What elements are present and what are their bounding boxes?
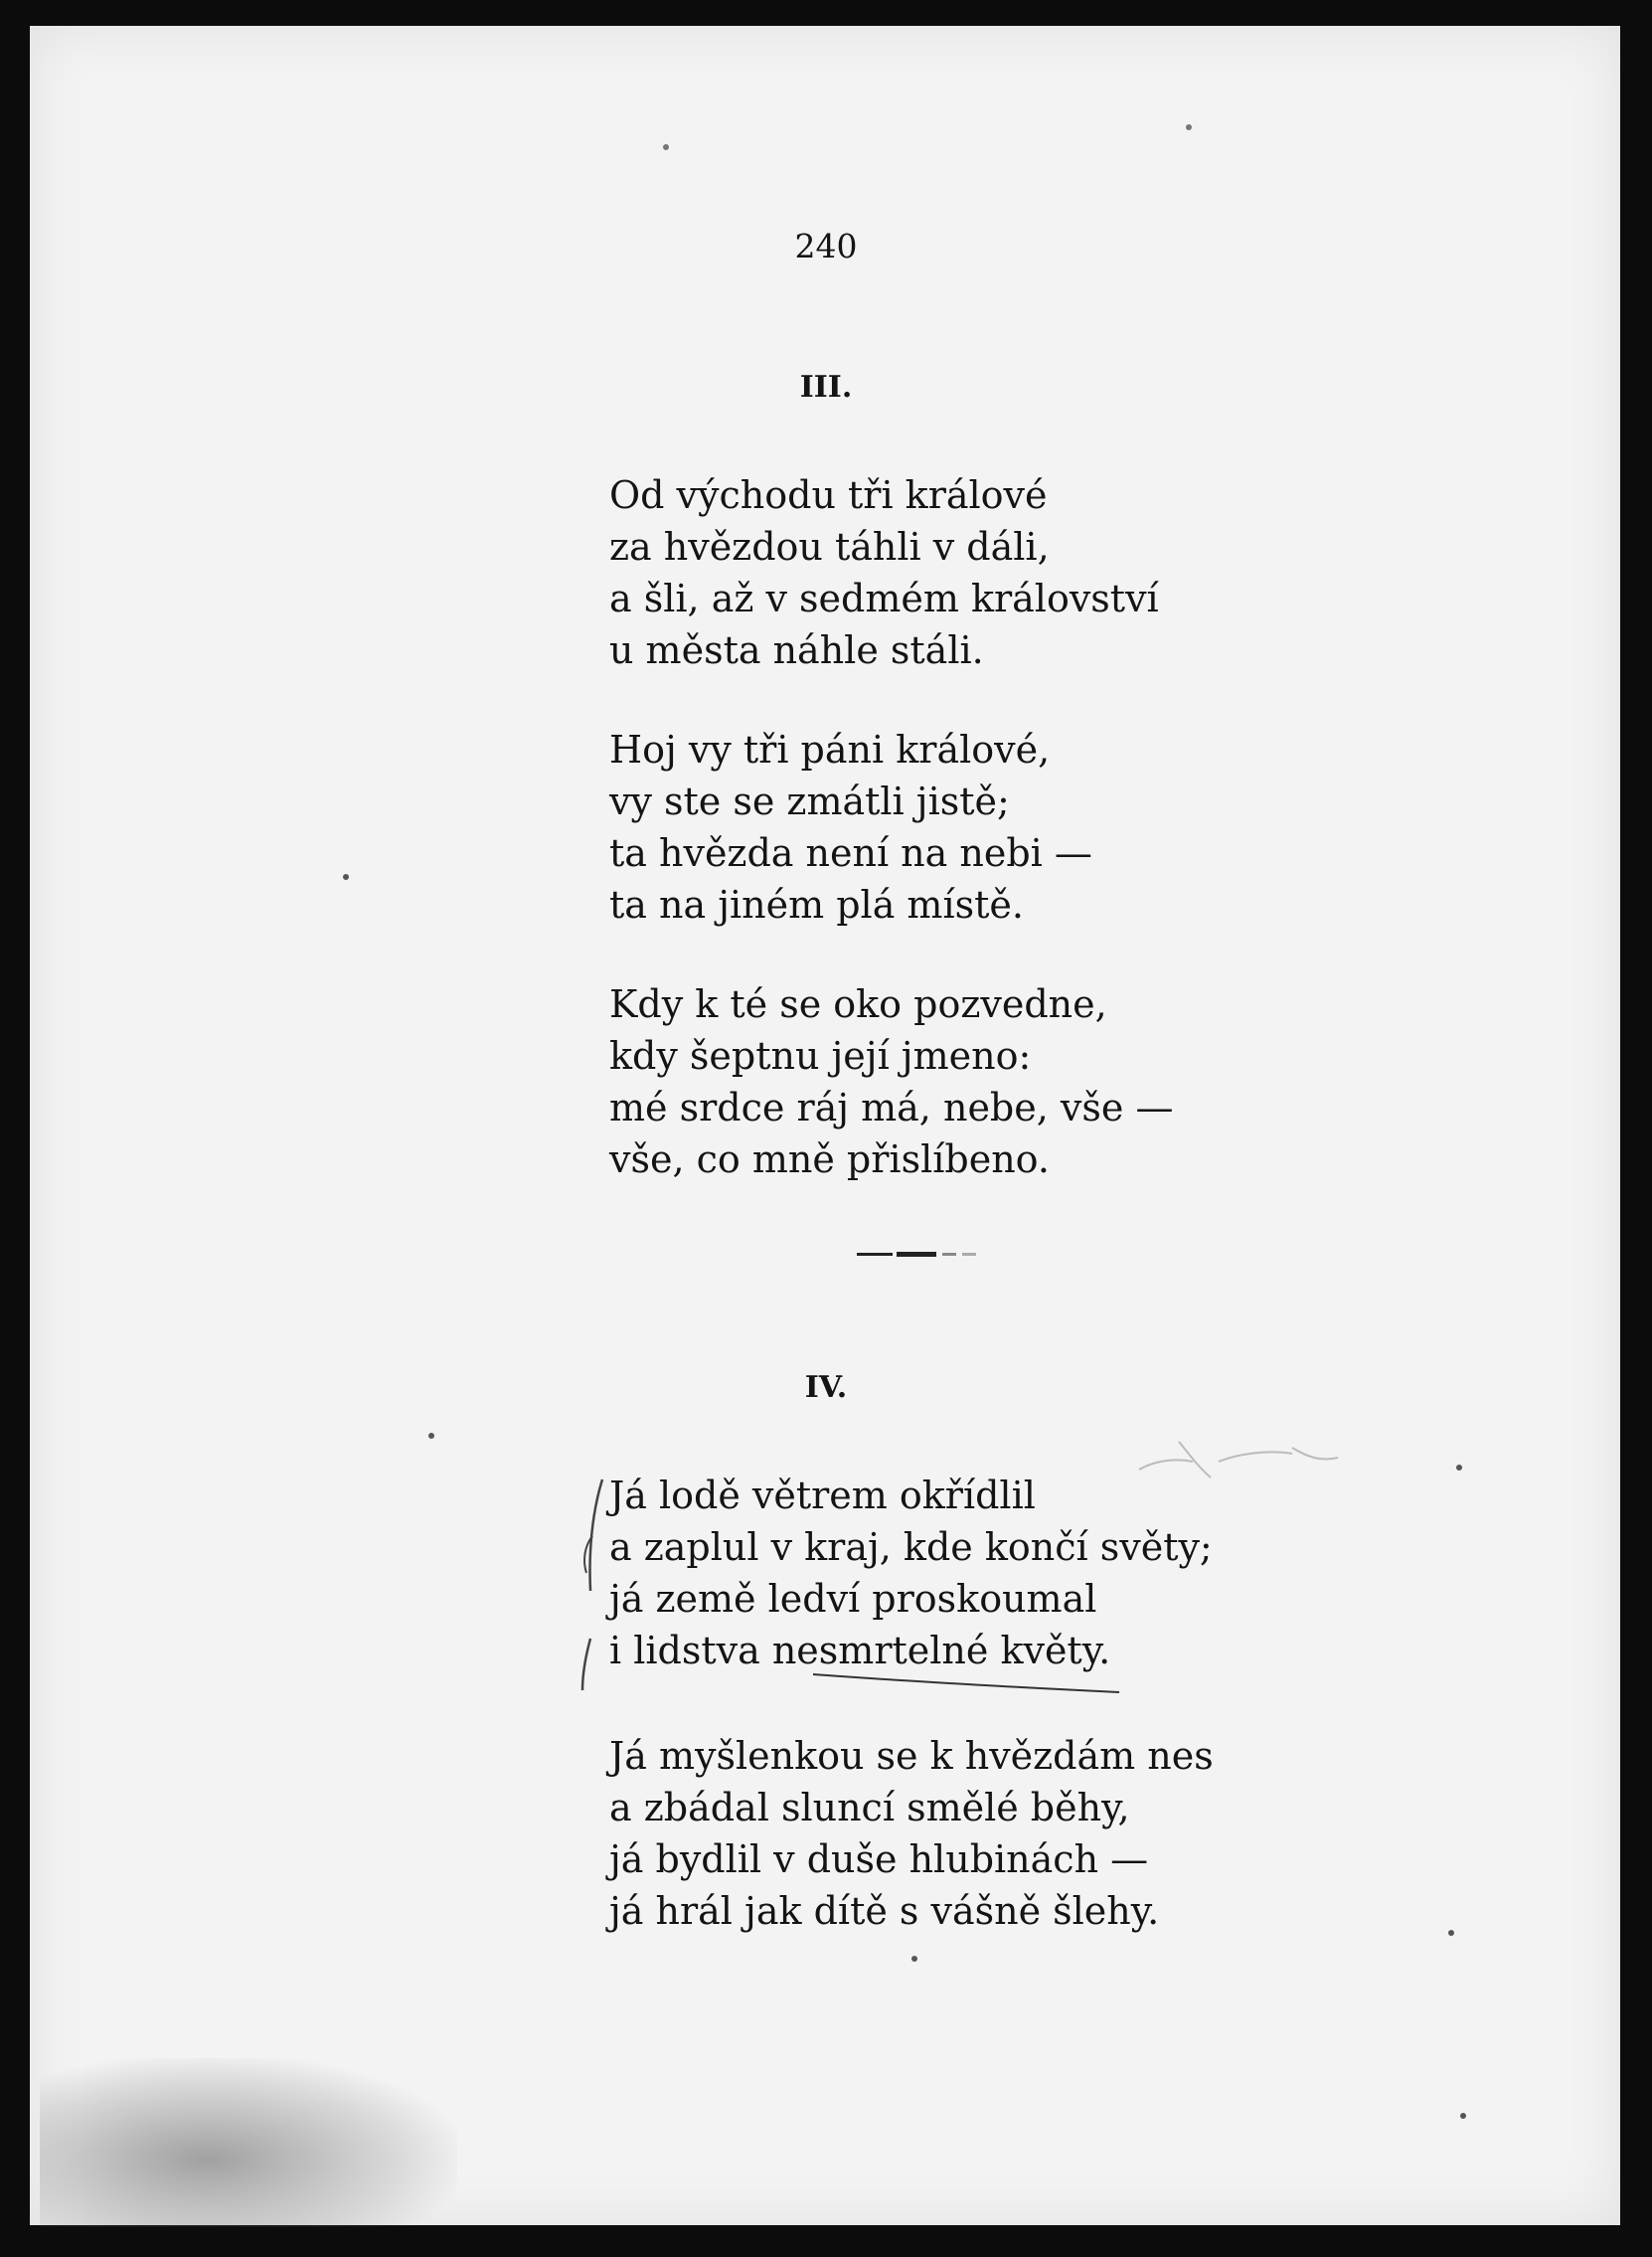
verse-line: Já lodě větrem okřídlil xyxy=(609,1474,1036,1517)
stanza-3 xyxy=(609,978,1173,1185)
verse-line: já hrál jak dítě s vášně šlehy. xyxy=(609,1889,1160,1933)
verse-line: kdy šeptnu její jmeno: xyxy=(609,1034,1032,1078)
stanza-2 xyxy=(609,1730,1214,1937)
verse-line: ta na jiném plá místě. xyxy=(609,883,1024,927)
section-heading-iii: III. xyxy=(799,370,853,405)
verse-line: u města náhle stáli. xyxy=(609,628,984,672)
page-number: 240 xyxy=(794,227,858,265)
verse-line: Já myšlenkou se k hvězdám nes xyxy=(609,1734,1214,1778)
stanza-1 xyxy=(609,1470,1213,1676)
stanza-1 xyxy=(609,469,1159,676)
verse-line: Od východu tři králové xyxy=(609,473,1048,517)
ink-smudge xyxy=(40,2058,457,2227)
verse-line: Kdy k té se oko pozvedne, xyxy=(609,982,1107,1026)
verse-line: vy ste se zmátli jistě; xyxy=(609,780,1010,823)
verse-line: ta hvězda není na nebi — xyxy=(609,831,1092,875)
verse-line: a zaplul v kraj, kde končí světy; xyxy=(609,1525,1213,1569)
verse-line: a zbádal sluncí smělé běhy, xyxy=(609,1786,1130,1829)
verse-line: mé srdce ráj má, nebe, vše — xyxy=(609,1086,1174,1129)
verse-line: za hvězdou táhli v dáli, xyxy=(609,525,1050,569)
stanza-2 xyxy=(609,724,1092,931)
verse-line: a šli, až v sedmém království xyxy=(609,577,1159,620)
verse-line: vše, co mně přislíbeno. xyxy=(609,1137,1050,1181)
verse-line: já bydlil v duše hlubinách — xyxy=(609,1837,1149,1881)
verse-line: já země ledví proskoumal xyxy=(609,1577,1097,1621)
verse-line: Hoj vy tři páni králové, xyxy=(609,728,1051,772)
section-heading-iv: IV. xyxy=(804,1370,848,1405)
verse-line: i lidstva nesmrtelné květy. xyxy=(609,1629,1111,1672)
section-separator xyxy=(857,1253,986,1257)
